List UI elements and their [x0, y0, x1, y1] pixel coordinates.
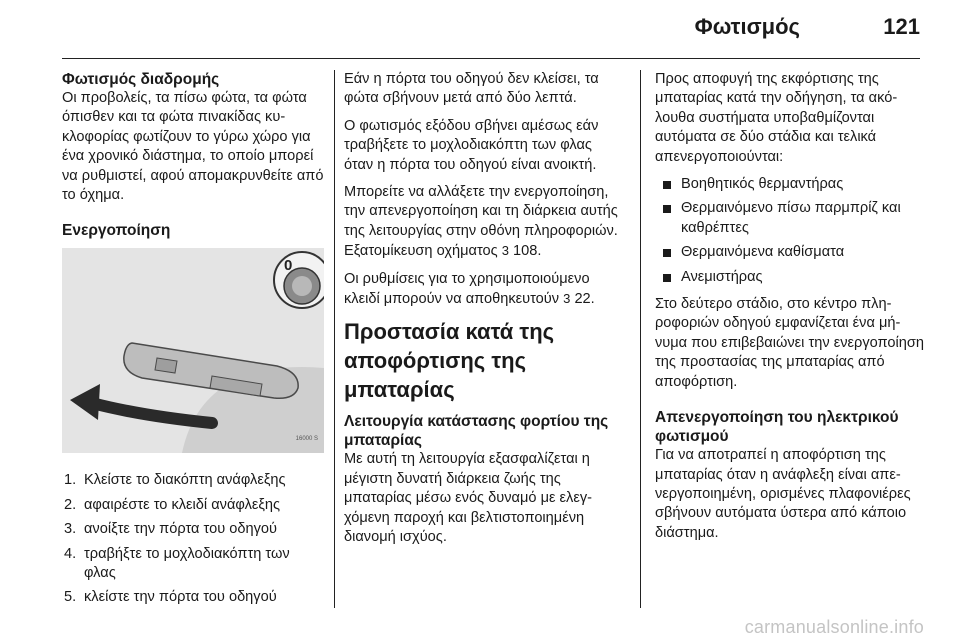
figure-code: 16000 S: [295, 436, 318, 443]
stalk-switch-figure: [62, 248, 324, 453]
intro-paragraph: Οι προβολείς, τα πίσω φώτα, τα φώτα όπισθεν και τα φώτα πινακίδας κυκλοφορίας φωτίζουν το γύρω χώρο για ένα χρονικό διάστημα, το οποίο μπορεί να ρυθμιστεί, αφού απομακρυνθείτε από το όχημα.: [62, 90, 324, 204]
page-number: 121: [883, 14, 920, 39]
heading-deactivation: Απενεργοποίηση του ηλεκτρικού φωτισμού: [655, 409, 899, 446]
header-rule: [62, 58, 920, 59]
column-divider-1: [334, 70, 335, 608]
watermark: carmanualsonline.info: [744, 617, 924, 637]
paragraph: Ο φωτισμός εξόδου σβήνει αμέσως εάν τραβήξετε το μοχλοδιακόπτη των φλας όταν η πόρτα του οδηγού είναι ανοικτή.: [344, 117, 599, 173]
list-item: Ανεμιστήρας: [655, 268, 927, 287]
section-heading-path-lighting: Φωτισμός διαδρομής: [62, 71, 220, 88]
column-divider-2: [640, 70, 641, 608]
paragraph: Προς αποφυγή της εκφόρτισης της μπαταρίας κατά την οδήγηση, τα ακόλουθα συστήματα υποβαθμίζονται αυτόματα σε δύο στάδια και τελικά απενεργοποιούνται:: [655, 71, 898, 165]
paragraph: Στο δεύτερο στάδιο, στο κέντρο πληροφοριών οδηγού εμφανίζεται ένα μήνυμα που επιβεβαιώνει την ενεργοποίηση της προστασίας της μπαταρίας από αποφόρτιση.: [655, 296, 924, 390]
list-item: 4. τραβήξτε το μοχλοδιακόπτη των φλας: [64, 545, 290, 582]
subheading-battery-mode: Λειτουργία κατάστασης φορτίου της μπαταρίας: [344, 413, 609, 450]
list-item: Θερμαινόμενα καθίσματα: [655, 243, 927, 262]
page-reference-icon: 3: [501, 243, 509, 259]
activation-heading: Ενεργοποίηση: [62, 222, 171, 240]
stalk-illustration: [62, 248, 324, 453]
page-reference-icon: 3: [563, 291, 571, 307]
paragraph: Με αυτή τη λειτουργία εξασφαλίζεται η μέγιστη δυνατή διάρκεια ζωής της μπαταρίας μέσω ενός δυναμό με ελεγχόμενη παροχή και βελτιστοποιημένη διανομή ισχύος.: [344, 451, 593, 546]
list-item: 5. κλείστε την πόρτα του οδηγού: [64, 589, 277, 606]
header-title: Φωτισμός: [694, 14, 800, 39]
list-item: Θερμαινόμενο πίσω παρμπρίζ και καθρέπτες: [655, 199, 927, 238]
paragraph: Εάν η πόρτα του οδηγού δεν κλείσει, τα φώτα σβήνουν μετά από δύο λεπτά.: [344, 71, 599, 107]
column-3: [655, 70, 927, 551]
activation-steps: [62, 471, 324, 607]
list-item: 3. ανοίξτε την πόρτα του οδηγού: [64, 521, 277, 538]
paragraph: Για να αποτραπεί η αποφόρτιση της μπαταρίας όταν η ανάφλεξη είναι απενεργοποιημένη, ορισμένες πλαφονιέρες σβήνουν αυτόματα ύστερα από κάποιο διάστημα.: [655, 447, 911, 541]
column-2: [344, 70, 624, 556]
paragraph: Μπορείτε να αλλάξετε την ενεργοποίηση, την απενεργοποίηση και τη διάρκεια αυτής της λειτουργίας στην οθόνη πληροφοριών. Εξατομίκευση οχήματος 3 108.: [344, 184, 618, 260]
list-item: 2. αφαιρέστε το κλειδί ανάφλεξης: [64, 496, 281, 513]
figure-badge-zero: 0: [284, 257, 293, 275]
system-list: [655, 175, 927, 287]
list-item: Βοηθητικός θερμαντήρας: [655, 175, 927, 194]
list-item: 1. Κλείστε το διακόπτη ανάφλεξης: [64, 472, 286, 489]
section-title-battery: Προστασία κατά της αποφόρτισης της μπαταρίας: [344, 319, 555, 403]
paragraph: Οι ρυθμίσεις για το χρησιμοποιούμενο κλειδί μπορούν να αποθηκευτούν 3 22.: [344, 270, 595, 308]
column-1: [62, 70, 324, 613]
